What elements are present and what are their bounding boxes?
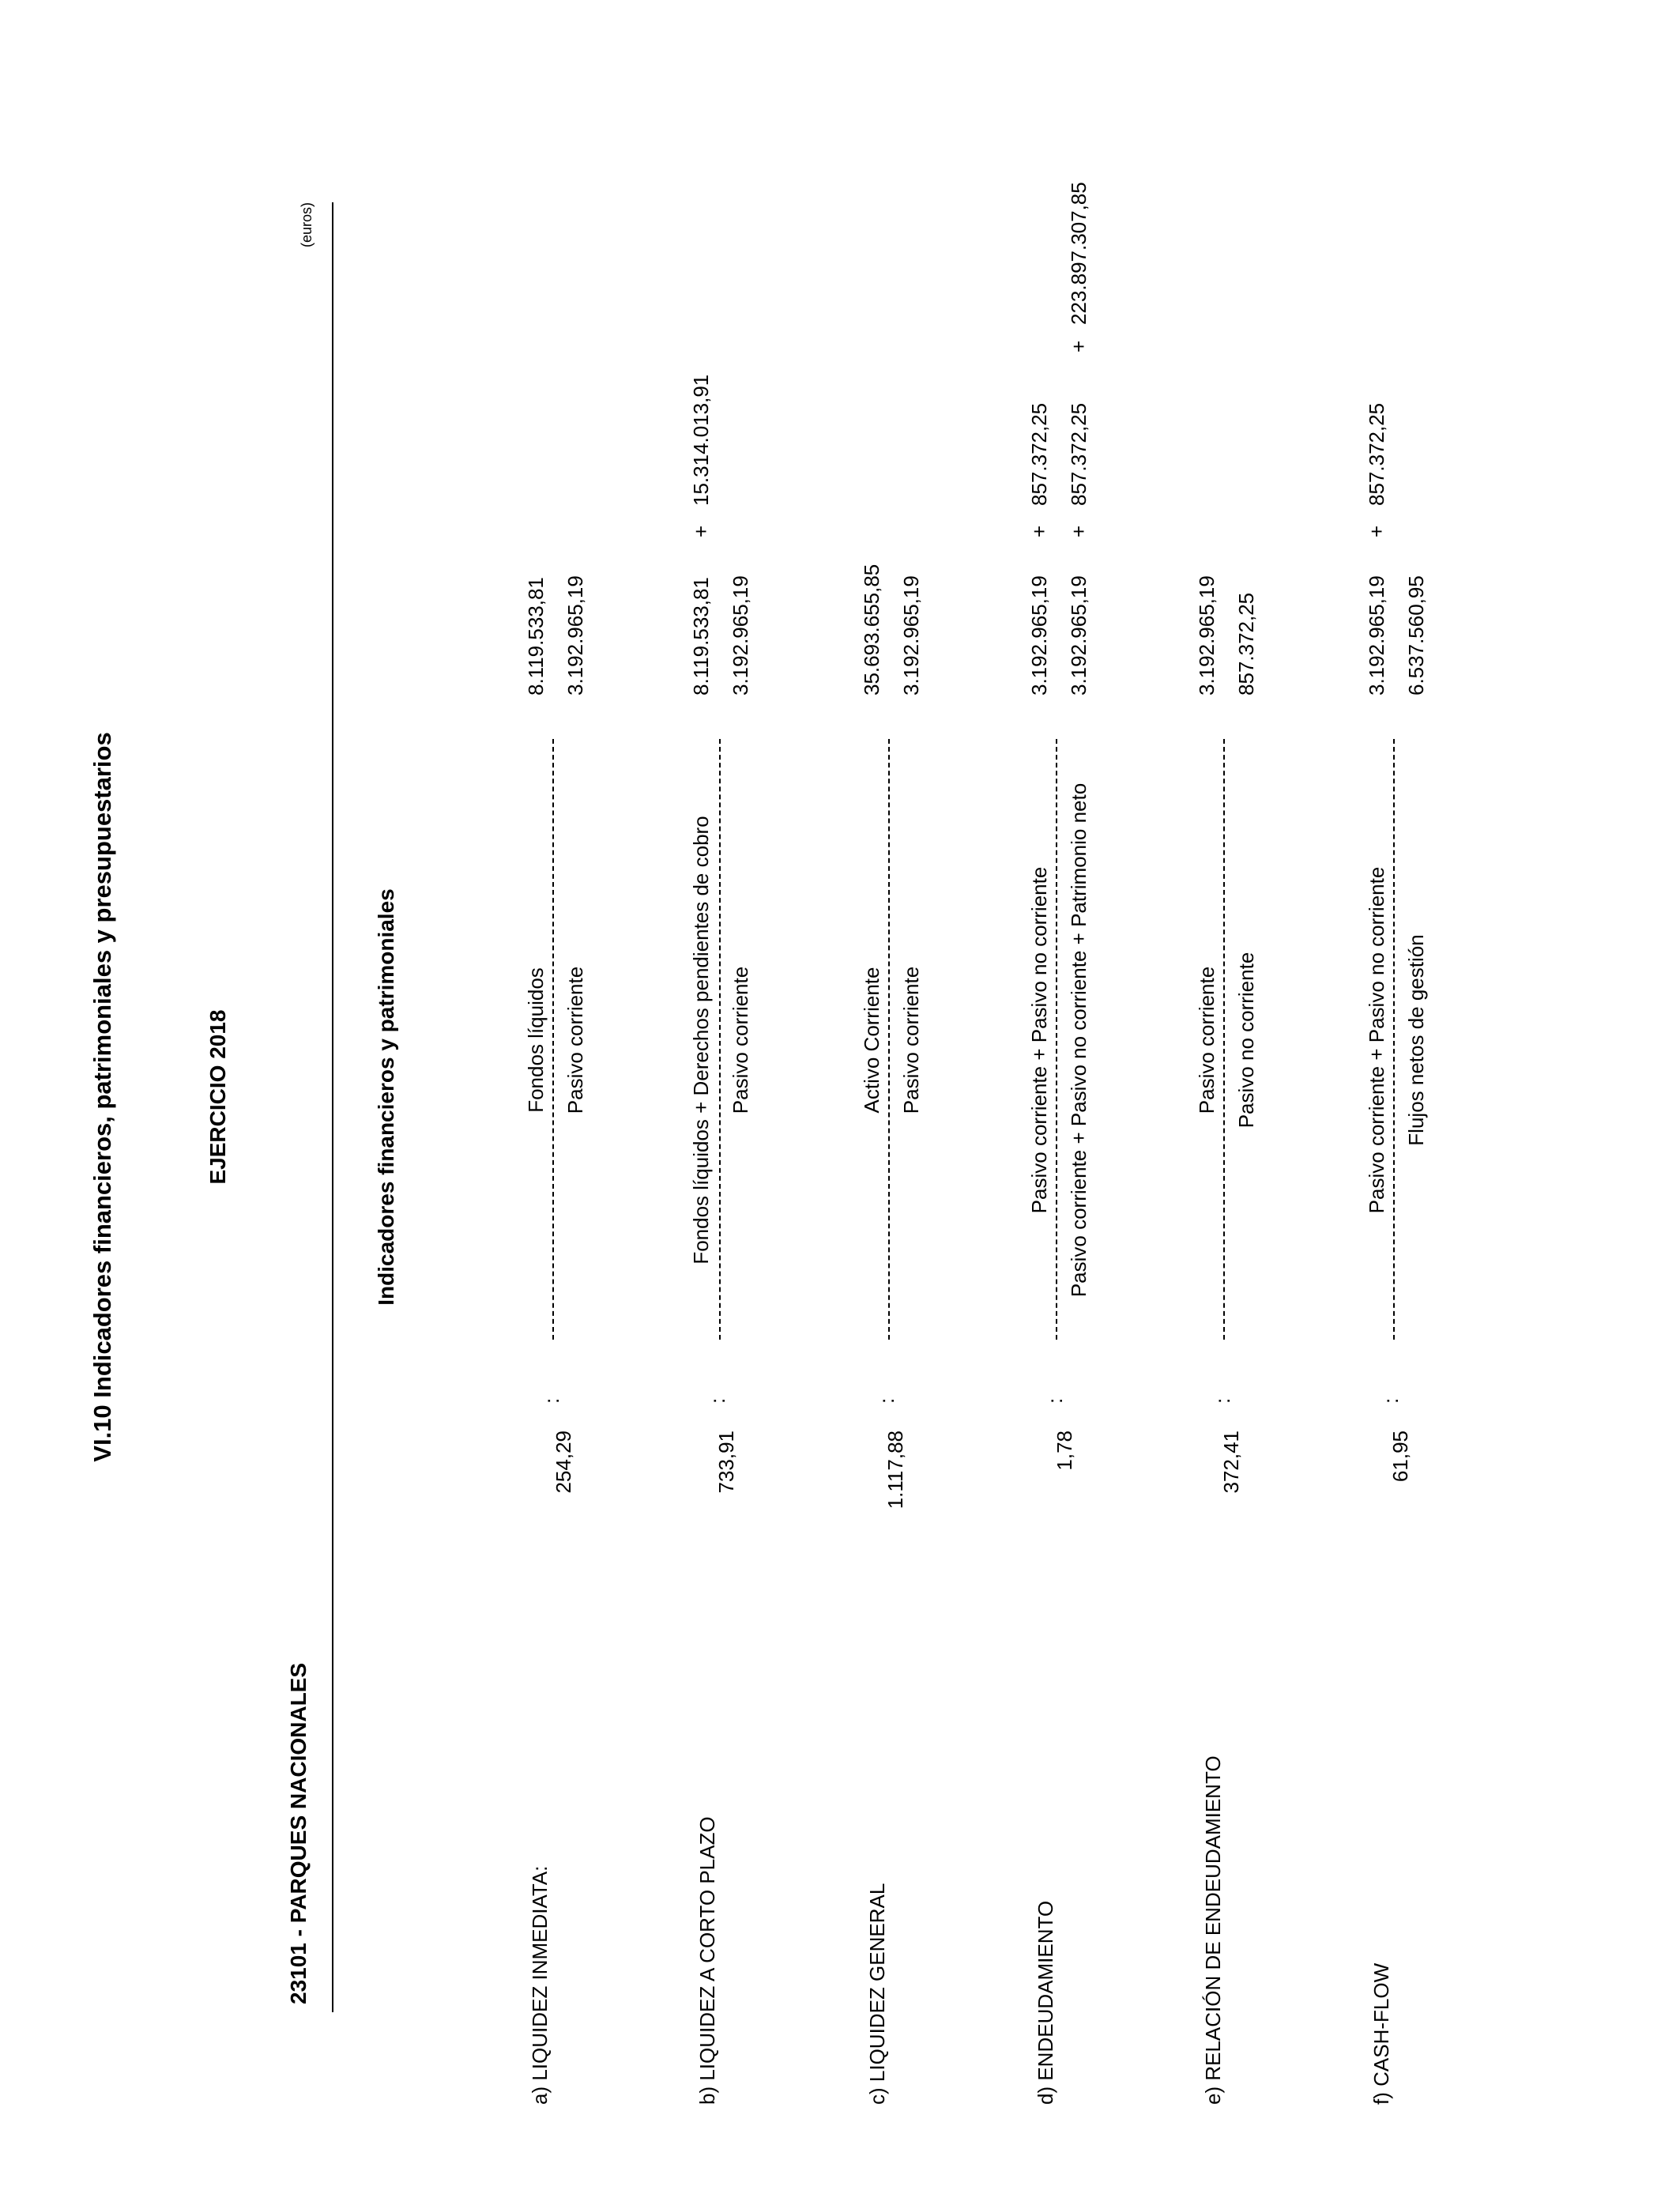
plus-sign: + bbox=[1067, 340, 1090, 352]
exercise-label: EJERCICIO 2018 bbox=[205, 1009, 230, 1185]
numerator-label: Pasivo corriente + Pasivo no corriente bbox=[1027, 866, 1051, 1214]
fraction-line bbox=[1056, 739, 1057, 1340]
denominator-value: 857.372,25 bbox=[1234, 592, 1258, 696]
numerator-label: Pasivo corriente + Pasivo no corriente bbox=[1365, 866, 1388, 1214]
indicator-colon: : bbox=[875, 1397, 898, 1404]
denominator-label: Pasivo corriente + Pasivo no corriente + Patrimonio neto bbox=[1067, 782, 1090, 1298]
header-rule bbox=[332, 202, 333, 2012]
fraction-line bbox=[552, 739, 554, 1340]
indicator-label: a) LIQUIDEZ INMEDIATA: bbox=[528, 1865, 552, 2105]
denominator-value: 857.372,25 bbox=[1067, 402, 1090, 506]
numerator-value: 35.693.655,85 bbox=[860, 564, 883, 696]
indicator-value: 733,91 bbox=[714, 1431, 738, 1494]
denominator-value: 223.897.307,85 bbox=[1067, 182, 1090, 325]
numerator-value: 15.314.013,91 bbox=[689, 374, 713, 506]
denominator-value: 3.192.965,19 bbox=[1067, 575, 1090, 696]
indicator-label: b) LIQUIDEZ A CORTO PLAZO bbox=[695, 1816, 719, 2105]
indicator-colon: : bbox=[540, 1397, 563, 1404]
denominator-value: 6.537.560,95 bbox=[1404, 575, 1428, 696]
numerator-label: Activo Corriente bbox=[860, 967, 883, 1114]
denominator-value: 3.192.965,19 bbox=[899, 575, 923, 696]
indicator-value: 372,41 bbox=[1219, 1431, 1243, 1494]
indicator-label: f) CASH-FLOW bbox=[1369, 1962, 1393, 2105]
indicator-value: 254,29 bbox=[552, 1431, 575, 1494]
numerator-value: 3.192.965,19 bbox=[1027, 575, 1051, 696]
denominator-label: Pasivo corriente bbox=[563, 966, 587, 1114]
indicator-value: 1,78 bbox=[1053, 1431, 1076, 1471]
numerator-label: Pasivo corriente bbox=[1195, 966, 1219, 1114]
indicator-value: 61,95 bbox=[1388, 1431, 1412, 1483]
plus-sign: + bbox=[1067, 525, 1090, 537]
indicator-colon: : bbox=[706, 1397, 729, 1404]
indicator-label: e) RELACIÓN DE ENDEUDAMIENTO bbox=[1201, 1755, 1225, 2105]
numerator-value: 8.119.533,81 bbox=[524, 577, 548, 696]
numerator-value: 3.192.965,19 bbox=[1365, 575, 1388, 696]
indicator-label: d) ENDEUDAMIENTO bbox=[1034, 1900, 1057, 2105]
fraction-line bbox=[1223, 739, 1225, 1340]
denominator-label: Pasivo no corriente bbox=[1234, 952, 1258, 1129]
numerator-value: 3.192.965,19 bbox=[1195, 575, 1219, 696]
denominator-label: Pasivo corriente bbox=[899, 966, 923, 1114]
plus-sign: + bbox=[1027, 525, 1051, 537]
indicator-label: c) LIQUIDEZ GENERAL bbox=[865, 1883, 889, 2105]
units-label: (euros) bbox=[299, 202, 315, 247]
entity-title: 23101 - PARQUES NACIONALES bbox=[286, 1662, 311, 2004]
denominator-value: 3.192.965,19 bbox=[563, 575, 587, 696]
fraction-line bbox=[888, 739, 890, 1340]
fraction-line bbox=[719, 739, 721, 1340]
indicator-colon: : bbox=[1043, 1397, 1067, 1404]
indicator-value: 1.117,88 bbox=[883, 1431, 907, 1510]
denominator-label: Pasivo corriente bbox=[729, 966, 752, 1114]
fraction-line bbox=[1393, 739, 1395, 1340]
numerator-label: Fondos líquidos bbox=[524, 967, 548, 1113]
indicator-colon: : bbox=[1211, 1397, 1234, 1404]
page-title: VI.10 Indicadores financieros, patrimoniales y presupuestarios bbox=[89, 732, 116, 1462]
denominator-value: 3.192.965,19 bbox=[729, 575, 752, 696]
numerator-label: Fondos líquidos + Derechos pendientes de cobro bbox=[689, 816, 713, 1265]
plus-sign: + bbox=[1365, 525, 1388, 537]
section-title: Indicadores financieros y patrimoniales bbox=[374, 888, 398, 1306]
plus-sign: + bbox=[689, 525, 713, 537]
indicator-colon: : bbox=[1379, 1397, 1403, 1404]
denominator-label: Flujos netos de gestión bbox=[1404, 934, 1428, 1146]
numerator-value: 857.372,25 bbox=[1365, 402, 1388, 506]
numerator-value: 857.372,25 bbox=[1027, 402, 1051, 506]
numerator-value: 8.119.533,81 bbox=[689, 577, 713, 696]
